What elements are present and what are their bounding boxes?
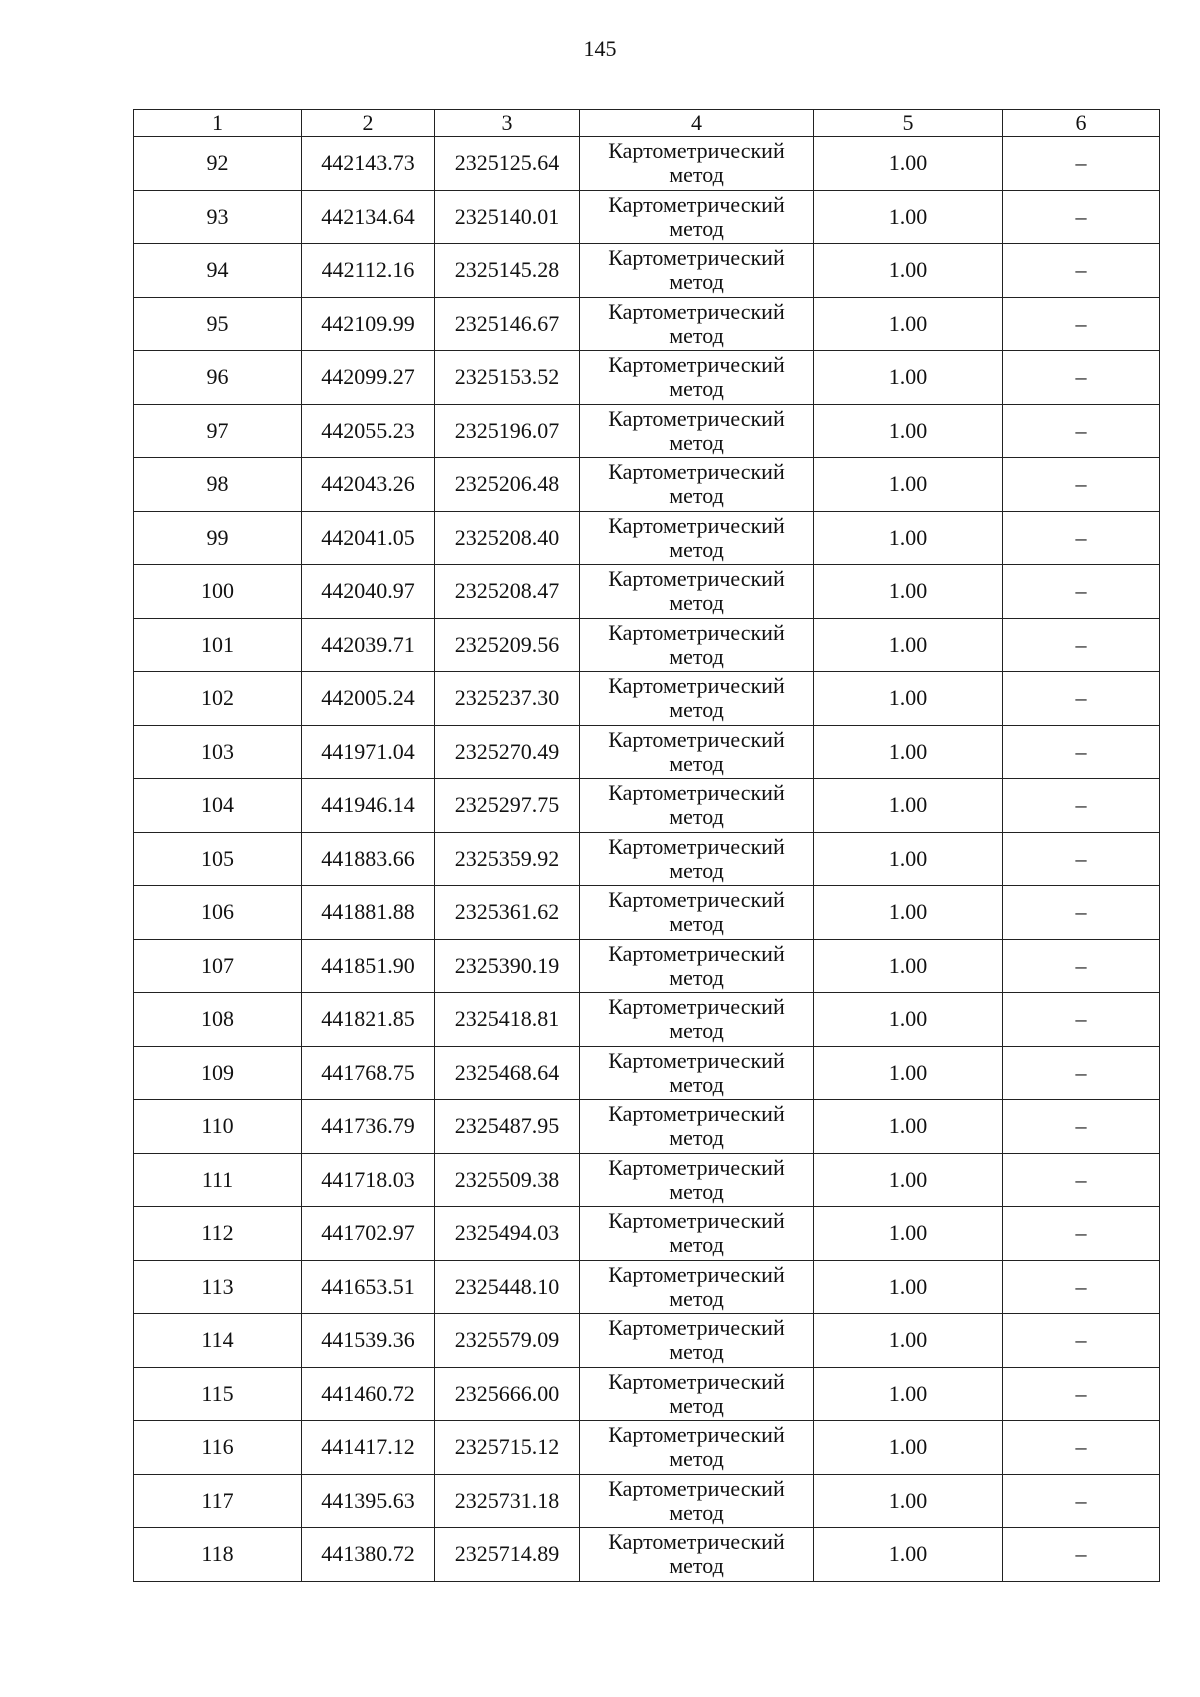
y-coordinate-cell: 2325418.81	[435, 993, 580, 1047]
accuracy-cell: 1.00	[814, 297, 1003, 351]
point-number-cell: 106	[134, 886, 302, 940]
x-coordinate-cell: 441417.12	[302, 1421, 435, 1475]
method-line-1: Картометрический	[608, 191, 785, 217]
method-line-1: Картометрический	[608, 1047, 785, 1073]
y-coordinate-cell: 2325270.49	[435, 725, 580, 779]
method-cell	[580, 137, 814, 191]
method-line-1: Картометрический	[608, 1422, 785, 1448]
y-coordinate-cell: 2325509.38	[435, 1153, 580, 1207]
y-coordinate-cell: 2325145.28	[435, 244, 580, 298]
method-line-2: метод	[669, 1232, 724, 1258]
note-cell: –	[1003, 886, 1160, 940]
method-line-1: Картометрический	[608, 1101, 785, 1127]
note-cell: –	[1003, 725, 1160, 779]
method-cell	[580, 351, 814, 405]
accuracy-cell: 1.00	[814, 1153, 1003, 1207]
table-body	[134, 137, 1160, 1582]
x-coordinate-cell: 442143.73	[302, 137, 435, 191]
x-coordinate-cell: 441821.85	[302, 993, 435, 1047]
method-cell	[580, 1260, 814, 1314]
method-line-2: метод	[669, 1339, 724, 1365]
method-line-2: метод	[669, 697, 724, 723]
point-number-cell: 96	[134, 351, 302, 405]
header-row	[134, 110, 1160, 137]
x-coordinate-cell: 442099.27	[302, 351, 435, 405]
point-number-cell: 99	[134, 511, 302, 565]
accuracy-cell: 1.00	[814, 1314, 1003, 1368]
y-coordinate-cell: 2325208.47	[435, 565, 580, 619]
note-cell: –	[1003, 1207, 1160, 1261]
method-line-1: Картометрический	[608, 1208, 785, 1234]
method-line-2: метод	[669, 483, 724, 509]
note-cell: –	[1003, 1528, 1160, 1582]
method-line-1: Картометрический	[608, 405, 785, 431]
method-cell	[580, 832, 814, 886]
accuracy-cell: 1.00	[814, 1528, 1003, 1582]
accuracy-cell: 1.00	[814, 939, 1003, 993]
method-line-1: Картометрический	[608, 833, 785, 859]
table-row	[134, 618, 1160, 672]
x-coordinate-cell: 442041.05	[302, 511, 435, 565]
table-row	[134, 993, 1160, 1047]
method-line-2: метод	[669, 964, 724, 990]
note-cell: –	[1003, 993, 1160, 1047]
note-cell: –	[1003, 1421, 1160, 1475]
x-coordinate-cell: 441539.36	[302, 1314, 435, 1368]
method-line-2: метод	[669, 322, 724, 348]
point-number-cell: 108	[134, 993, 302, 1047]
table-row	[134, 832, 1160, 886]
method-line-2: метод	[669, 269, 724, 295]
x-coordinate-cell: 441971.04	[302, 725, 435, 779]
x-coordinate-cell: 441395.63	[302, 1474, 435, 1528]
y-coordinate-cell: 2325237.30	[435, 672, 580, 726]
method-cell	[580, 1046, 814, 1100]
method-line-1: Картометрический	[608, 352, 785, 378]
note-cell: –	[1003, 190, 1160, 244]
x-coordinate-cell: 441881.88	[302, 886, 435, 940]
method-line-2: метод	[669, 1553, 724, 1579]
column-header: 4	[580, 110, 814, 137]
accuracy-cell: 1.00	[814, 672, 1003, 726]
x-coordinate-cell: 441883.66	[302, 832, 435, 886]
accuracy-cell: 1.00	[814, 244, 1003, 298]
table-row	[134, 672, 1160, 726]
point-number-cell: 100	[134, 565, 302, 619]
method-line-1: Картометрический	[608, 1529, 785, 1555]
method-cell	[580, 939, 814, 993]
accuracy-cell: 1.00	[814, 1100, 1003, 1154]
method-cell	[580, 190, 814, 244]
note-cell: –	[1003, 565, 1160, 619]
note-cell: –	[1003, 137, 1160, 191]
note-cell: –	[1003, 779, 1160, 833]
y-coordinate-cell: 2325196.07	[435, 404, 580, 458]
y-coordinate-cell: 2325390.19	[435, 939, 580, 993]
accuracy-cell: 1.00	[814, 190, 1003, 244]
method-line-1: Картометрический	[608, 459, 785, 485]
method-cell	[580, 1474, 814, 1528]
column-header: 6	[1003, 110, 1160, 137]
method-line-2: метод	[669, 804, 724, 830]
point-number-cell: 92	[134, 137, 302, 191]
method-line-1: Картометрический	[608, 940, 785, 966]
method-cell	[580, 618, 814, 672]
note-cell: –	[1003, 404, 1160, 458]
method-line-2: метод	[669, 1018, 724, 1044]
method-cell	[580, 1367, 814, 1421]
method-line-2: метод	[669, 857, 724, 883]
note-cell: –	[1003, 672, 1160, 726]
accuracy-cell: 1.00	[814, 725, 1003, 779]
table-row	[134, 1153, 1160, 1207]
y-coordinate-cell: 2325209.56	[435, 618, 580, 672]
accuracy-cell: 1.00	[814, 137, 1003, 191]
table-row	[134, 511, 1160, 565]
method-line-2: метод	[669, 429, 724, 455]
table-row	[134, 244, 1160, 298]
y-coordinate-cell: 2325666.00	[435, 1367, 580, 1421]
note-cell: –	[1003, 511, 1160, 565]
point-number-cell: 114	[134, 1314, 302, 1368]
method-cell	[580, 458, 814, 512]
point-number-cell: 94	[134, 244, 302, 298]
x-coordinate-cell: 441768.75	[302, 1046, 435, 1100]
method-line-1: Картометрический	[608, 1475, 785, 1501]
accuracy-cell: 1.00	[814, 351, 1003, 405]
point-number-cell: 117	[134, 1474, 302, 1528]
method-cell	[580, 1207, 814, 1261]
table-row	[134, 565, 1160, 619]
method-cell	[580, 725, 814, 779]
method-line-2: метод	[669, 590, 724, 616]
note-cell: –	[1003, 244, 1160, 298]
point-number-cell: 103	[134, 725, 302, 779]
x-coordinate-cell: 442134.64	[302, 190, 435, 244]
table-row	[134, 1314, 1160, 1368]
y-coordinate-cell: 2325487.95	[435, 1100, 580, 1154]
note-cell: –	[1003, 618, 1160, 672]
method-line-1: Картометрический	[608, 298, 785, 324]
x-coordinate-cell: 442040.97	[302, 565, 435, 619]
method-cell	[580, 1100, 814, 1154]
point-number-cell: 105	[134, 832, 302, 886]
x-coordinate-cell: 442005.24	[302, 672, 435, 726]
method-line-1: Картометрический	[608, 780, 785, 806]
table-row	[134, 1474, 1160, 1528]
y-coordinate-cell: 2325715.12	[435, 1421, 580, 1475]
method-cell	[580, 1421, 814, 1475]
method-line-2: метод	[669, 750, 724, 776]
method-cell	[580, 244, 814, 298]
x-coordinate-cell: 441653.51	[302, 1260, 435, 1314]
column-header: 5	[814, 110, 1003, 137]
y-coordinate-cell: 2325714.89	[435, 1528, 580, 1582]
accuracy-cell: 1.00	[814, 511, 1003, 565]
accuracy-cell: 1.00	[814, 1260, 1003, 1314]
note-cell: –	[1003, 1260, 1160, 1314]
method-cell	[580, 565, 814, 619]
accuracy-cell: 1.00	[814, 832, 1003, 886]
y-coordinate-cell: 2325731.18	[435, 1474, 580, 1528]
y-coordinate-cell: 2325361.62	[435, 886, 580, 940]
method-line-1: Картометрический	[608, 619, 785, 645]
method-line-2: метод	[669, 643, 724, 669]
table-header	[134, 110, 1160, 137]
point-number-cell: 113	[134, 1260, 302, 1314]
method-cell	[580, 1314, 814, 1368]
method-cell	[580, 672, 814, 726]
point-number-cell: 101	[134, 618, 302, 672]
point-number-cell: 98	[134, 458, 302, 512]
y-coordinate-cell: 2325468.64	[435, 1046, 580, 1100]
y-coordinate-cell: 2325208.40	[435, 511, 580, 565]
y-coordinate-cell: 2325153.52	[435, 351, 580, 405]
point-number-cell: 115	[134, 1367, 302, 1421]
table-row	[134, 886, 1160, 940]
method-line-1: Картометрический	[608, 1154, 785, 1180]
point-number-cell: 97	[134, 404, 302, 458]
method-cell	[580, 297, 814, 351]
x-coordinate-cell: 441851.90	[302, 939, 435, 993]
note-cell: –	[1003, 939, 1160, 993]
method-line-2: метод	[669, 911, 724, 937]
accuracy-cell: 1.00	[814, 1367, 1003, 1421]
note-cell: –	[1003, 1314, 1160, 1368]
accuracy-cell: 1.00	[814, 1421, 1003, 1475]
table-row	[134, 1260, 1160, 1314]
method-line-2: метод	[669, 1178, 724, 1204]
x-coordinate-cell: 441380.72	[302, 1528, 435, 1582]
method-line-1: Картометрический	[608, 1368, 785, 1394]
point-number-cell: 116	[134, 1421, 302, 1475]
point-number-cell: 102	[134, 672, 302, 726]
method-cell	[580, 779, 814, 833]
accuracy-cell: 1.00	[814, 993, 1003, 1047]
y-coordinate-cell: 2325146.67	[435, 297, 580, 351]
y-coordinate-cell: 2325579.09	[435, 1314, 580, 1368]
note-cell: –	[1003, 1153, 1160, 1207]
accuracy-cell: 1.00	[814, 779, 1003, 833]
note-cell: –	[1003, 458, 1160, 512]
x-coordinate-cell: 441736.79	[302, 1100, 435, 1154]
method-line-2: метод	[669, 1071, 724, 1097]
table-row	[134, 725, 1160, 779]
point-number-cell: 95	[134, 297, 302, 351]
x-coordinate-cell: 442055.23	[302, 404, 435, 458]
page-number: 145	[583, 36, 617, 61]
method-line-1: Картометрический	[608, 512, 785, 538]
x-coordinate-cell: 442109.99	[302, 297, 435, 351]
method-line-2: метод	[669, 215, 724, 241]
method-line-2: метод	[669, 1499, 724, 1525]
coordinates-table	[133, 109, 1160, 1582]
method-line-2: метод	[669, 1125, 724, 1151]
point-number-cell: 110	[134, 1100, 302, 1154]
table-row	[134, 779, 1160, 833]
point-number-cell: 107	[134, 939, 302, 993]
table-row	[134, 939, 1160, 993]
note-cell: –	[1003, 351, 1160, 405]
table-row	[134, 1207, 1160, 1261]
note-cell: –	[1003, 832, 1160, 886]
method-cell	[580, 886, 814, 940]
note-cell: –	[1003, 1367, 1160, 1421]
accuracy-cell: 1.00	[814, 404, 1003, 458]
y-coordinate-cell: 2325448.10	[435, 1260, 580, 1314]
y-coordinate-cell: 2325494.03	[435, 1207, 580, 1261]
accuracy-cell: 1.00	[814, 565, 1003, 619]
method-line-2: метод	[669, 1446, 724, 1472]
accuracy-cell: 1.00	[814, 618, 1003, 672]
note-cell: –	[1003, 297, 1160, 351]
table-row	[134, 190, 1160, 244]
method-cell	[580, 511, 814, 565]
point-number-cell: 111	[134, 1153, 302, 1207]
x-coordinate-cell: 442043.26	[302, 458, 435, 512]
table-row	[134, 137, 1160, 191]
y-coordinate-cell: 2325359.92	[435, 832, 580, 886]
point-number-cell: 112	[134, 1207, 302, 1261]
table-row	[134, 297, 1160, 351]
method-line-1: Картометрический	[608, 566, 785, 592]
method-line-2: метод	[669, 1285, 724, 1311]
method-line-1: Картометрический	[608, 245, 785, 271]
method-cell	[580, 404, 814, 458]
point-number-cell: 118	[134, 1528, 302, 1582]
note-cell: –	[1003, 1100, 1160, 1154]
y-coordinate-cell: 2325140.01	[435, 190, 580, 244]
method-line-2: метод	[669, 1392, 724, 1418]
column-header: 1	[134, 110, 302, 137]
method-line-1: Картометрический	[608, 138, 785, 164]
method-line-2: метод	[669, 376, 724, 402]
accuracy-cell: 1.00	[814, 1474, 1003, 1528]
accuracy-cell: 1.00	[814, 1046, 1003, 1100]
x-coordinate-cell: 441460.72	[302, 1367, 435, 1421]
method-line-1: Картометрический	[608, 673, 785, 699]
method-line-2: метод	[669, 536, 724, 562]
note-cell: –	[1003, 1046, 1160, 1100]
table-row	[134, 404, 1160, 458]
y-coordinate-cell: 2325206.48	[435, 458, 580, 512]
method-cell	[580, 1528, 814, 1582]
column-header: 3	[435, 110, 580, 137]
table-row	[134, 1528, 1160, 1582]
method-cell	[580, 993, 814, 1047]
table-row	[134, 1421, 1160, 1475]
accuracy-cell: 1.00	[814, 458, 1003, 512]
y-coordinate-cell: 2325125.64	[435, 137, 580, 191]
x-coordinate-cell: 442039.71	[302, 618, 435, 672]
table-row	[134, 1046, 1160, 1100]
note-cell: –	[1003, 1474, 1160, 1528]
x-coordinate-cell: 441718.03	[302, 1153, 435, 1207]
y-coordinate-cell: 2325297.75	[435, 779, 580, 833]
point-number-cell: 109	[134, 1046, 302, 1100]
accuracy-cell: 1.00	[814, 1207, 1003, 1261]
method-line-1: Картометрический	[608, 1315, 785, 1341]
x-coordinate-cell: 441702.97	[302, 1207, 435, 1261]
method-line-1: Картометрический	[608, 726, 785, 752]
method-line-1: Картометрический	[608, 1261, 785, 1287]
accuracy-cell: 1.00	[814, 886, 1003, 940]
table-row	[134, 351, 1160, 405]
method-line-1: Картометрический	[608, 887, 785, 913]
method-line-1: Картометрический	[608, 994, 785, 1020]
table-row	[134, 1367, 1160, 1421]
table-row	[134, 458, 1160, 512]
point-number-cell: 93	[134, 190, 302, 244]
method-line-2: метод	[669, 162, 724, 188]
method-cell	[580, 1153, 814, 1207]
point-number-cell: 104	[134, 779, 302, 833]
x-coordinate-cell: 442112.16	[302, 244, 435, 298]
column-header: 2	[302, 110, 435, 137]
x-coordinate-cell: 441946.14	[302, 779, 435, 833]
table-row	[134, 1100, 1160, 1154]
